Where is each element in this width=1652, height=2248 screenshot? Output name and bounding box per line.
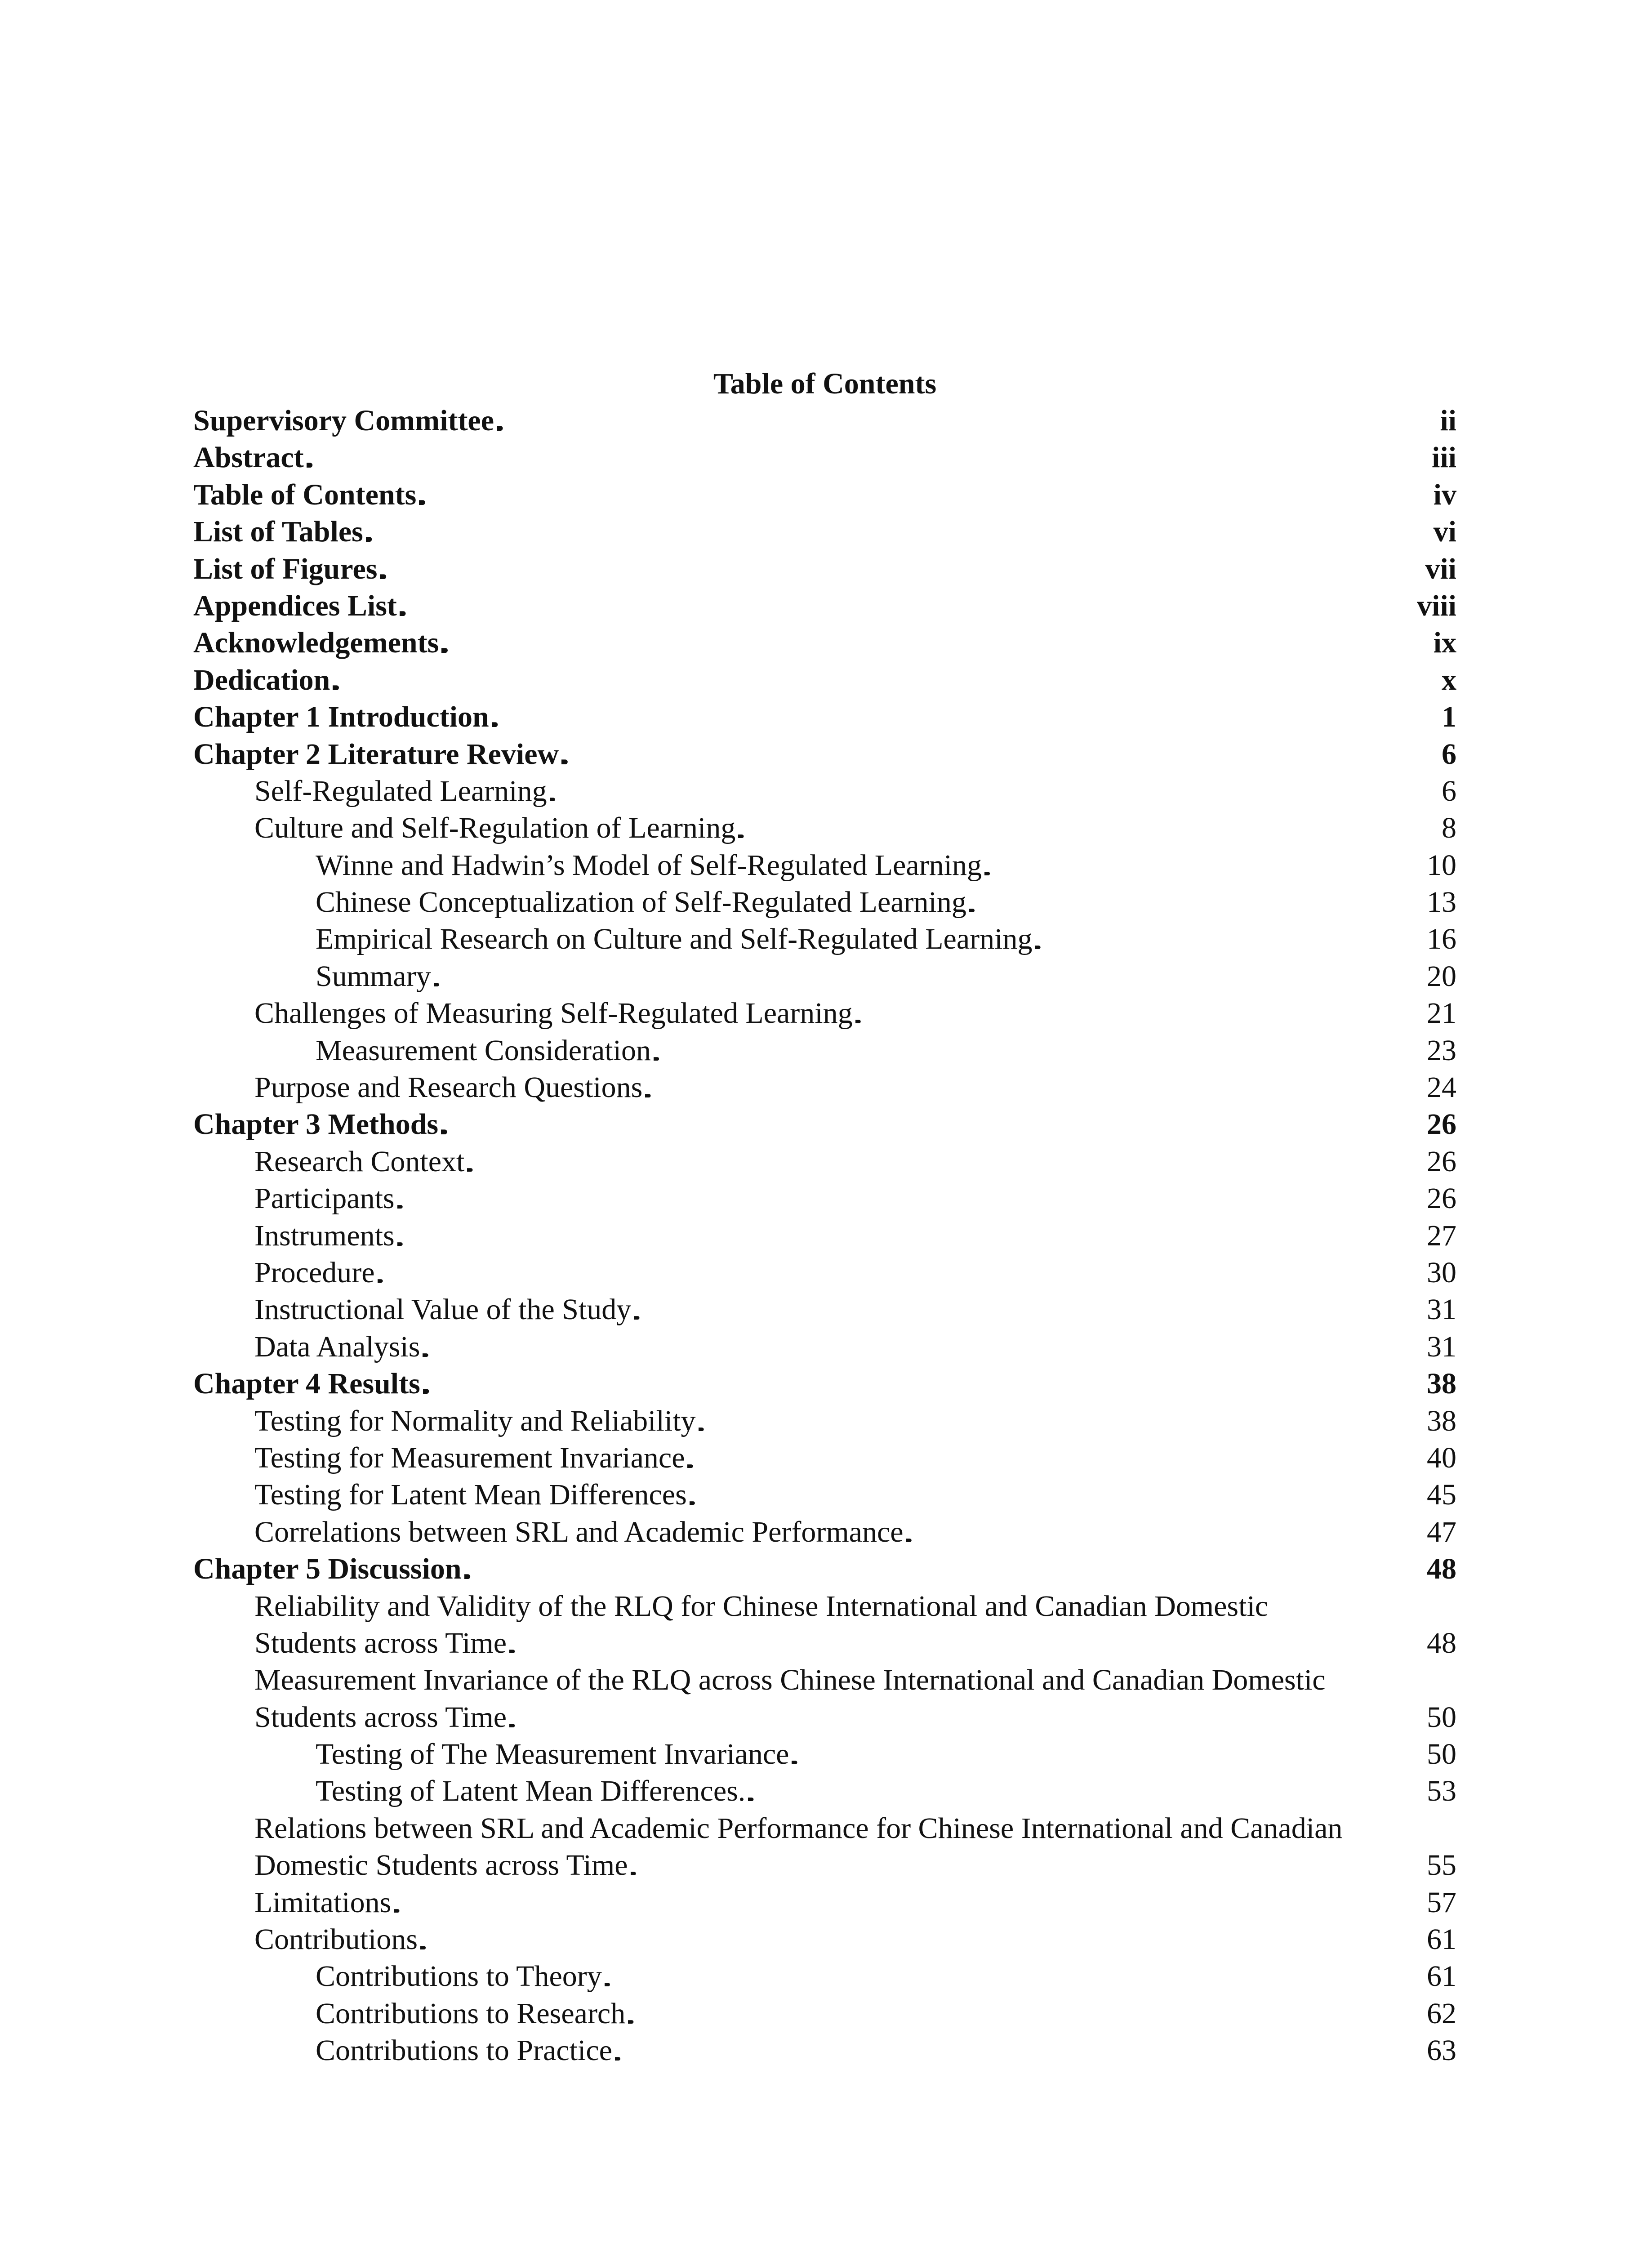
toc-entry[interactable] [193, 884, 1456, 921]
dot-leader [378, 1254, 1424, 1291]
toc-entry-title: Correlations between SRL and Academic Performance [254, 1515, 904, 1548]
toc-entry[interactable] [193, 699, 1456, 736]
toc-entry[interactable] [193, 1403, 1456, 1440]
toc-entry-page: 6 [1442, 774, 1456, 807]
toc-entry[interactable] [193, 1291, 1456, 1328]
dot-leader [628, 1995, 1424, 2032]
toc-entry-title: List of Tables [193, 515, 363, 549]
toc-entry[interactable] [193, 1254, 1456, 1291]
toc-entry[interactable] [193, 736, 1456, 773]
toc-entry-page: 6 [1442, 737, 1456, 771]
dot-leader [497, 402, 1437, 439]
toc-entry-title: Culture and Self-Regulation of Learning [254, 812, 736, 845]
dot-leader [397, 1218, 1424, 1254]
toc-entry[interactable] [193, 810, 1456, 847]
dot-leader [605, 1958, 1424, 1995]
dot-leader [654, 1032, 1424, 1069]
toc-entry[interactable] [193, 1476, 1456, 1513]
toc-entry[interactable] [193, 995, 1456, 1032]
toc-entry-page: 55 [1427, 1849, 1456, 1882]
toc-entry[interactable] [193, 588, 1456, 624]
toc-entry-page: vi [1433, 515, 1456, 549]
toc-entry[interactable] [193, 1662, 1456, 1699]
dot-leader [550, 773, 1439, 810]
toc-entry-title: Reliability and Validity of the RLQ for Chinese International and Canadian Domestic [254, 1589, 1269, 1623]
toc-entry[interactable] [193, 1588, 1456, 1625]
toc-entry-page: 61 [1427, 1923, 1456, 1956]
toc-entry[interactable] [193, 1810, 1456, 1847]
toc-entry-title: Summary [316, 959, 431, 993]
dot-leader [969, 884, 1424, 921]
toc-entry-title: Instruments [254, 1219, 395, 1252]
toc-entry[interactable] [193, 1551, 1456, 1588]
toc-entry[interactable] [193, 1625, 1456, 1662]
toc-entry[interactable] [193, 1440, 1456, 1476]
toc-entry[interactable] [193, 1884, 1456, 1921]
toc-entry-page: 20 [1427, 959, 1456, 993]
toc-entry-page: 61 [1427, 1960, 1456, 1993]
toc-entry-title: Challenges of Measuring Self-Regulated Learning [254, 997, 853, 1030]
dot-leader [699, 1403, 1424, 1440]
toc-entry[interactable] [193, 1736, 1456, 1773]
toc-entry[interactable] [193, 402, 1456, 439]
toc-entry-title: Purpose and Research Questions [254, 1071, 643, 1104]
toc-entry-title: Abstract [193, 441, 304, 474]
toc-entry-title: Instructional Value of the Study [254, 1293, 632, 1326]
dot-leader [333, 662, 1439, 699]
page-title: Table of Contents [713, 367, 937, 400]
toc-entry-page: 38 [1427, 1404, 1456, 1437]
dot-leader [441, 624, 1430, 661]
toc-entry-page: 27 [1427, 1219, 1456, 1252]
dot-leader [434, 958, 1424, 995]
toc-entry[interactable] [193, 773, 1456, 810]
toc-entry[interactable] [193, 1995, 1456, 2032]
toc-entry[interactable] [193, 551, 1456, 588]
toc-entry[interactable] [193, 1180, 1456, 1217]
toc-entry-title: Relations between SRL and Academic Performance for Chinese International and Canadian [254, 1811, 1343, 1845]
toc-entry-page: 13 [1427, 886, 1456, 919]
toc-entry-title: Domestic Students across Time [254, 1849, 628, 1882]
dot-leader [645, 1069, 1424, 1106]
toc-entry-title: Empirical Research on Culture and Self-Regulated Learning [316, 923, 1033, 956]
toc-entry-title: Testing for Measurement Invariance [254, 1441, 685, 1474]
toc-entry-page: 24 [1427, 1071, 1456, 1104]
dot-leader [634, 1291, 1424, 1328]
dot-leader [792, 1736, 1424, 1773]
dot-leader [467, 1143, 1424, 1180]
toc-entry-title: Testing for Latent Mean Differences [254, 1478, 687, 1512]
toc-entry[interactable] [193, 1329, 1456, 1365]
toc-entry[interactable] [193, 1143, 1456, 1180]
toc-entry[interactable] [193, 847, 1456, 884]
toc-entry-page: x [1442, 663, 1456, 696]
toc-entry-title: Chapter 5 Discussion [193, 1552, 462, 1586]
toc-entry[interactable] [193, 1699, 1456, 1736]
toc-entry-title: Procedure [254, 1256, 375, 1289]
dot-leader [738, 810, 1439, 847]
toc-entry-page: vii [1425, 552, 1456, 585]
toc-entry[interactable] [193, 439, 1456, 476]
toc-list [193, 402, 1456, 2070]
toc-entry[interactable] [193, 1514, 1456, 1551]
toc-entry-title: Testing of Latent Mean Differences. [316, 1775, 746, 1808]
toc-entry-page: 47 [1427, 1515, 1456, 1548]
dot-leader [492, 699, 1439, 736]
toc-entry-page: 50 [1427, 1700, 1456, 1734]
toc-entry-page: 26 [1427, 1182, 1456, 1215]
toc-entry-page: viii [1416, 589, 1456, 622]
toc-entry[interactable] [193, 1032, 1456, 1069]
dot-leader [855, 995, 1424, 1032]
toc-entry-page: 8 [1442, 812, 1456, 845]
toc-entry-title: Contributions to Research [316, 1997, 626, 2030]
toc-entry-page: 21 [1427, 997, 1456, 1030]
toc-page [193, 365, 1456, 2070]
toc-entry-title: Winne and Hadwin’s Model of Self-Regulated Learning [316, 848, 982, 882]
toc-entry[interactable] [193, 1106, 1456, 1143]
toc-entry[interactable] [193, 2032, 1456, 2069]
toc-entry[interactable] [193, 1921, 1456, 1958]
toc-entry-page: 26 [1427, 1108, 1456, 1141]
dot-leader [307, 439, 1429, 476]
toc-entry-page: ix [1433, 626, 1456, 660]
toc-entry-title: Chapter 1 Introduction [193, 700, 489, 734]
toc-entry-title: Self-Regulated Learning [254, 774, 547, 807]
toc-entry-page: 48 [1427, 1552, 1456, 1586]
toc-entry-title: Chapter 2 Literature Review [193, 737, 559, 771]
toc-entry[interactable] [193, 1365, 1456, 1402]
toc-entry-page: 48 [1427, 1626, 1456, 1659]
dot-leader [615, 2032, 1424, 2069]
toc-entry-title: List of Figures [193, 552, 378, 585]
toc-entry-title: Measurement Consideration [316, 1034, 651, 1067]
toc-entry-title: Appendices List [193, 589, 397, 622]
dot-leader [631, 1847, 1424, 1884]
toc-entry[interactable] [193, 624, 1456, 661]
toc-entry-page: 38 [1427, 1367, 1456, 1401]
toc-entry-title: Testing of The Measurement Invariance [316, 1738, 789, 1771]
dot-leader [509, 1625, 1424, 1662]
toc-entry-title: Students across Time [254, 1626, 507, 1659]
toc-entry[interactable] [193, 1773, 1456, 1810]
dot-leader [561, 736, 1439, 773]
toc-entry-title: Contributions to Practice [316, 2034, 612, 2067]
toc-entry[interactable] [193, 1069, 1456, 1106]
toc-entry[interactable] [193, 958, 1456, 995]
toc-entry-page: 10 [1427, 848, 1456, 882]
toc-entry-title: Chinese Conceptualization of Self-Regulated Learning [316, 886, 966, 919]
dot-leader [420, 1921, 1424, 1958]
dot-leader [687, 1440, 1424, 1476]
toc-entry-page: 57 [1427, 1886, 1456, 1919]
dot-leader [1035, 921, 1424, 958]
toc-entry-title: Limitations [254, 1886, 392, 1919]
dot-leader [441, 1106, 1424, 1143]
dot-leader [984, 847, 1424, 884]
toc-entry[interactable] [193, 1847, 1456, 1884]
dot-leader [380, 551, 1422, 588]
toc-entry[interactable] [193, 477, 1456, 513]
toc-entry-title: Testing for Normality and Reliability [254, 1404, 696, 1437]
dot-leader [690, 1476, 1424, 1513]
toc-entry-page: 23 [1427, 1034, 1456, 1067]
toc-entry[interactable] [193, 513, 1456, 550]
toc-entry-title: Contributions to Theory [316, 1960, 602, 1993]
toc-entry-title: Research Context [254, 1145, 465, 1178]
toc-entry-page: 26 [1427, 1145, 1456, 1178]
toc-entry-page: 53 [1427, 1775, 1456, 1808]
dot-leader [509, 1699, 1424, 1736]
toc-entry-page: 1 [1442, 700, 1456, 734]
toc-entry-title: Acknowledgements [193, 626, 439, 660]
toc-entry-page: iii [1431, 441, 1456, 474]
dot-leader [366, 513, 1431, 550]
toc-entry-page: iv [1433, 478, 1456, 511]
toc-entry-page: 16 [1427, 923, 1456, 956]
toc-entry-page: 31 [1427, 1330, 1456, 1363]
toc-entry[interactable] [193, 1218, 1456, 1254]
toc-entry-page: ii [1440, 404, 1456, 437]
dot-leader [419, 477, 1430, 513]
toc-entry-title: Students across Time [254, 1700, 507, 1734]
toc-entry-page: 63 [1427, 2034, 1456, 2067]
toc-entry-title: Measurement Invariance of the RLQ across Chinese International and Canadian Domestic [254, 1664, 1326, 1697]
toc-entry-page: 50 [1427, 1738, 1456, 1771]
toc-entry-page: 62 [1427, 1997, 1456, 2030]
toc-entry-title: Supervisory Committee [193, 404, 494, 437]
dot-leader [906, 1514, 1424, 1551]
toc-entry[interactable] [193, 921, 1456, 958]
dot-leader [748, 1773, 1424, 1810]
dot-leader [423, 1365, 1424, 1402]
toc-entry-page: 31 [1427, 1293, 1456, 1326]
toc-entry-title: Contributions [254, 1923, 418, 1956]
dot-leader [394, 1884, 1424, 1921]
toc-entry[interactable] [193, 662, 1456, 699]
dot-leader [400, 588, 1414, 624]
toc-entry-title: Data Analysis [254, 1330, 420, 1363]
toc-entry-title: Chapter 4 Results [193, 1367, 420, 1401]
toc-entry-title: Table of Contents [193, 478, 417, 511]
toc-entry[interactable] [193, 1958, 1456, 1995]
dot-leader [464, 1551, 1424, 1588]
toc-entry-page: 45 [1427, 1478, 1456, 1512]
toc-entry-page: 40 [1427, 1441, 1456, 1474]
dot-leader [397, 1180, 1424, 1217]
toc-entry-title: Chapter 3 Methods [193, 1108, 439, 1141]
toc-entry-page: 30 [1427, 1256, 1456, 1289]
toc-entry-title: Participants [254, 1182, 395, 1215]
dot-leader [423, 1329, 1424, 1365]
toc-entry-title: Dedication [193, 663, 330, 696]
